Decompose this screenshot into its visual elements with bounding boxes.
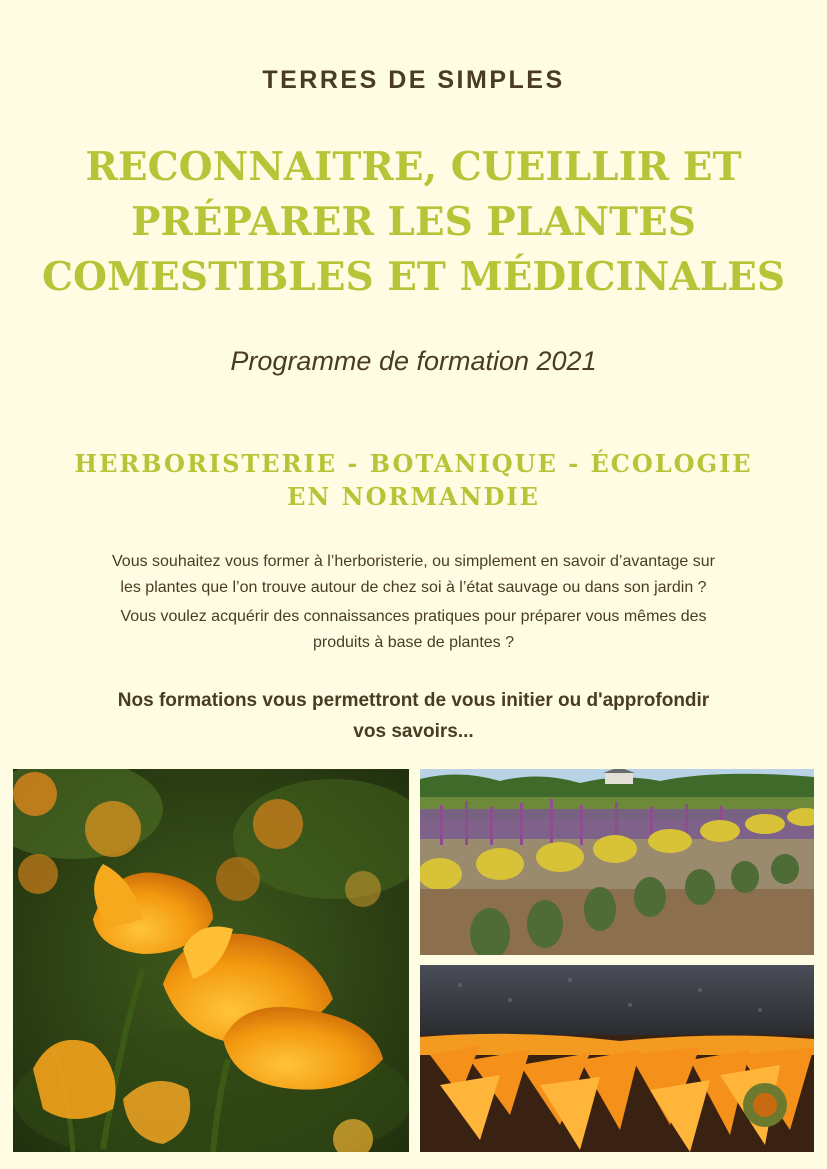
page-title: [20, 140, 807, 305]
calendula-jar-photo: [420, 965, 814, 1152]
tagline: [20, 447, 807, 513]
cta-line-2: vos savoirs...: [353, 721, 474, 742]
title-line-3: COMESTIBLES ET MÉDICINALES: [42, 254, 785, 300]
tagline-line-2: EN NORMANDIE: [287, 482, 540, 511]
intro-p2-line-1: Vous voulez acquérir des connaissances pratiques pour préparer vous mêmes des: [120, 608, 707, 625]
intro-paragraph-1: [40, 549, 787, 601]
cta-line-1: Nos formations vous permettront de vous initier ou d'approfondir: [117, 690, 710, 711]
poppy-photo: [13, 769, 409, 1152]
title-line-1: RECONNAITRE, CUEILLIR ET: [85, 144, 742, 190]
call-to-action: [30, 685, 797, 747]
tagline-line-1: HERBORISTERIE - BOTANIQUE - ÉCOLOGIE: [74, 449, 753, 478]
intro-paragraph-2: [40, 604, 787, 656]
page-subtitle: Programme de formation 2021: [230, 346, 597, 376]
title-line-2: PRÉPARER LES PLANTES: [131, 199, 696, 245]
intro-p2-line-2: produits à base de plantes ?: [312, 634, 515, 651]
herb-field-photo: [420, 769, 814, 955]
intro-p1-line-1: Vous souhaitez vous former à l’herboristerie, ou simplement en savoir d’avantage sur: [112, 553, 715, 570]
brand-name: TERRES DE SIMPLES: [262, 66, 565, 94]
intro-p1-line-2: les plantes que l’on trouve autour de chez soi à l’état sauvage ou dans son jardin ?: [120, 579, 707, 596]
